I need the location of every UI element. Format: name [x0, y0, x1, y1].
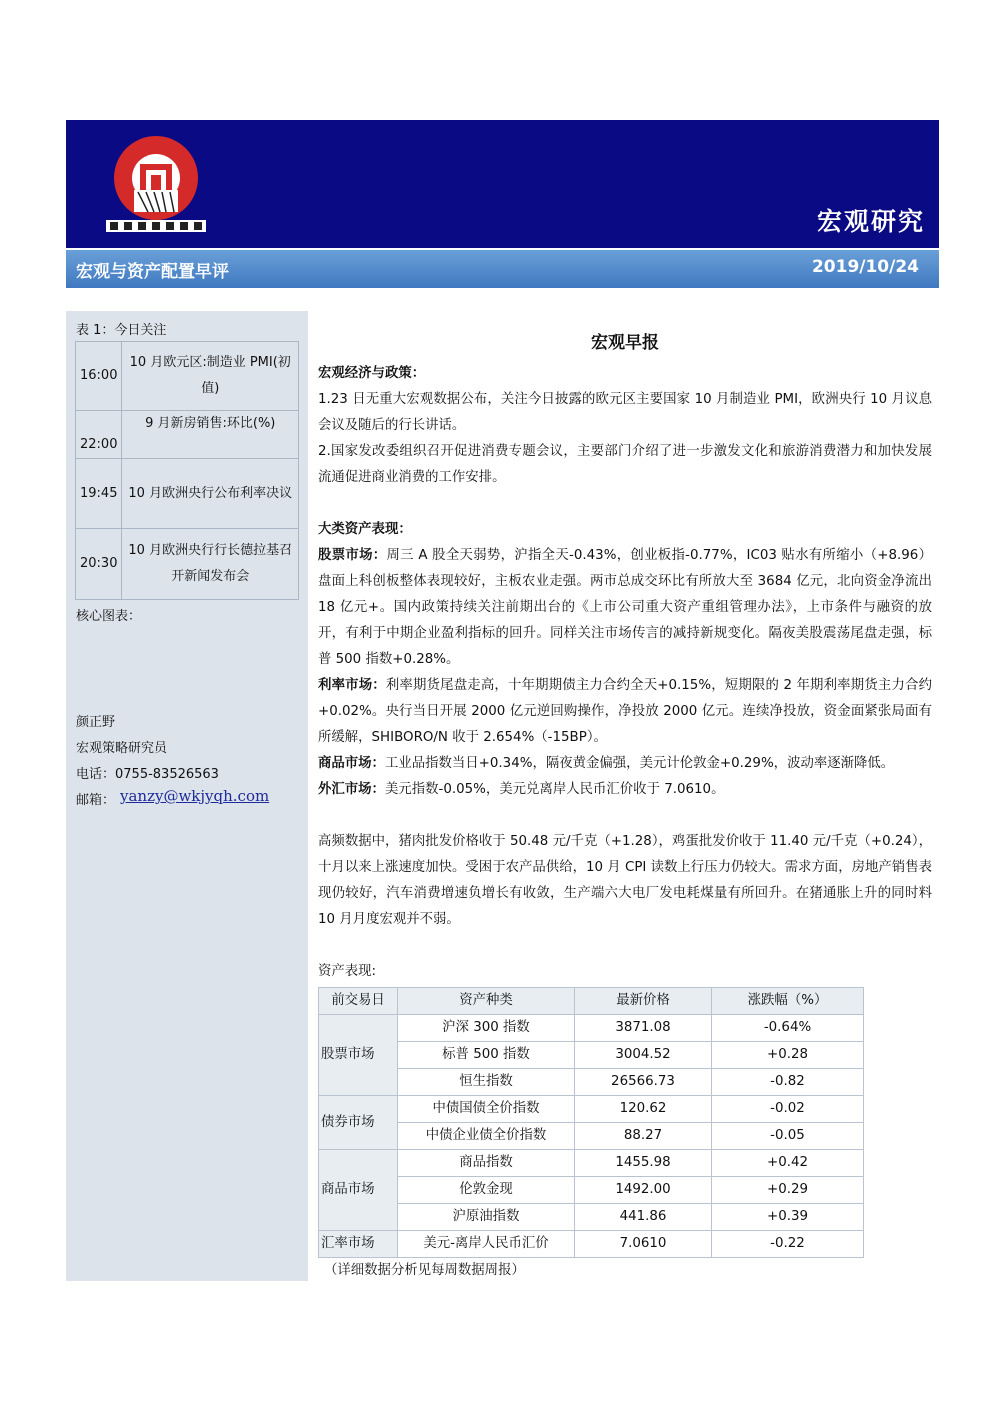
- table-header-cell: 前交易日: [319, 988, 398, 1015]
- price-cell: 441.86: [575, 1204, 712, 1231]
- price-cell: 88.27: [575, 1123, 712, 1150]
- table-row: [319, 1042, 864, 1069]
- asset-cell: 沪深 300 指数: [398, 1015, 575, 1042]
- schedule-event: 10 月欧洲央行公布利率决议: [122, 459, 299, 529]
- schedule-time: 22:00: [76, 411, 122, 459]
- change-cell: -0.82: [712, 1069, 864, 1096]
- schedule-time: 20:30: [76, 529, 122, 600]
- email-label: 邮箱：: [76, 793, 116, 808]
- macro-paragraph-1: 1.23 日无重大宏观数据公布，关注今日披露的欧元区主要国家 10 月制造业 PMI，欧洲央行 10 月议息会议及随后的行长讲话。: [318, 392, 932, 433]
- asset-table-caption: 资产表现:: [318, 964, 377, 979]
- table-footnote: （详细数据分析见每周数据周报）: [324, 1263, 525, 1278]
- author-name: 颜正野: [76, 715, 116, 730]
- asset-cell: 商品指数: [398, 1150, 575, 1177]
- email-link[interactable]: yanzy@wkjyqh.com: [120, 787, 270, 805]
- schedule-time: 16:00: [76, 342, 122, 411]
- main-content: [318, 325, 932, 1284]
- price-cell: 3004.52: [575, 1042, 712, 1069]
- table-row: [319, 1096, 864, 1123]
- table-header-row: [319, 988, 864, 1015]
- rate-market-label: 利率市场：: [318, 678, 386, 693]
- report-subtitle: 宏观与资产配置早评: [76, 262, 229, 282]
- table-row: [319, 1231, 864, 1258]
- fx-market-text: 美元指数-0.05%，美元兑离岸人民币汇价收于 7.0610。: [384, 782, 725, 797]
- commodity-market-text: 工业品指数当日+0.34%，隔夜黄金偏强，美元计伦敦金+0.29%，波动率逐渐降低。: [384, 756, 895, 771]
- commodity-market-paragraph: [318, 751, 932, 777]
- group-cell: 股票市场: [319, 1015, 398, 1096]
- group-cell: 商品市场: [319, 1150, 398, 1231]
- change-cell: +0.39: [712, 1204, 864, 1231]
- stock-market-paragraph: [318, 543, 932, 673]
- price-cell: 120.62: [575, 1096, 712, 1123]
- schedule-event: 10 月欧洲央行行长德拉基召开新闻发布会: [122, 529, 299, 600]
- schedule-row: [76, 529, 299, 600]
- asset-performance-table: [318, 987, 864, 1258]
- header-title: 宏观研究: [816, 207, 925, 236]
- price-cell: 3871.08: [575, 1015, 712, 1042]
- table-header-cell: 资产种类: [398, 988, 575, 1015]
- group-cell: 汇率市场: [319, 1231, 398, 1258]
- section-heading-assets: 大类资产表现：: [318, 522, 412, 537]
- schedule-caption: 表 1：今日关注: [76, 323, 167, 338]
- minmetals-logo-icon: [104, 134, 208, 234]
- stock-market-label: 股票市场：: [318, 548, 387, 563]
- asset-cell: 伦敦金现: [398, 1177, 575, 1204]
- report-title: 宏观早报: [591, 333, 659, 353]
- change-cell: -0.05: [712, 1123, 864, 1150]
- table-header-cell: 涨跌幅（%）: [712, 988, 864, 1015]
- macro-paragraph-2: 2.国家发改委组织召开促进消费专题会议，主要部门介绍了进一步激发文化和旅游消费潜力和加快发展流通促进商业消费的工作安排。: [318, 444, 932, 485]
- asset-cell: 标普 500 指数: [398, 1042, 575, 1069]
- author-phone: 电话：0755-83526563: [76, 767, 219, 782]
- asset-cell: 美元-离岸人民币汇价: [398, 1231, 575, 1258]
- asset-cell: 中债企业债全价指数: [398, 1123, 575, 1150]
- price-cell: 1492.00: [575, 1177, 712, 1204]
- price-cell: 7.0610: [575, 1231, 712, 1258]
- table-row: [319, 1069, 864, 1096]
- table-row: [319, 1204, 864, 1231]
- schedule-row: [76, 411, 299, 459]
- rate-market-paragraph: [318, 673, 932, 751]
- asset-cell: 恒生指数: [398, 1069, 575, 1096]
- fx-market-paragraph: [318, 777, 932, 803]
- price-cell: 26566.73: [575, 1069, 712, 1096]
- sidebar: [66, 311, 308, 1281]
- fx-market-label: 外汇市场：: [318, 782, 385, 797]
- change-cell: -0.64%: [712, 1015, 864, 1042]
- table-row: [319, 1177, 864, 1204]
- table-row: [319, 1015, 864, 1042]
- schedule-event: 10 月欧元区:制造业 PMI(初值): [122, 342, 299, 411]
- price-cell: 1455.98: [575, 1150, 712, 1177]
- rate-market-text: 利率期货尾盘走高，十年期期债主力合约全天+0.15%，短期限的 2 年期利率期货主力合约+0.02%。央行当日开展 2000 亿元逆回购操作，净投放 2000 亿元。连续净投放，资金面紧张局面有所缓解，SHIBORO/N 收于 2.654%（-15BP）。: [318, 678, 932, 745]
- change-cell: -0.02: [712, 1096, 864, 1123]
- report-date: 2019/10/24: [811, 257, 919, 277]
- change-cell: +0.28: [712, 1042, 864, 1069]
- asset-cell: 沪原油指数: [398, 1204, 575, 1231]
- schedule-time: 19:45: [76, 459, 122, 529]
- schedule-row: [76, 459, 299, 529]
- table-row: [319, 1123, 864, 1150]
- high-frequency-paragraph: 高频数据中，猪肉批发价格收于 50.48 元/千克（+1.28），鸡蛋批发价收于 11.40 元/千克（+0.24），十月以来上涨速度加快。受困于农产品供给，10 月 CPI 读数上行压力仍较大。需求方面，房地产销售表现仍较好，汽车消费增速负增长有收敛，生产端六大电厂发电耗煤量有所回升。在猪通胀上升的同时料 10 月月度宏观并不弱。: [318, 834, 932, 927]
- commodity-market-label: 商品市场：: [318, 756, 385, 771]
- schedule-table: [75, 341, 299, 600]
- schedule-row: [76, 342, 299, 411]
- author-title: 宏观策略研究员: [76, 741, 168, 756]
- report-header: [66, 120, 939, 248]
- stock-market-text: 周三 A 股全天弱势，沪指全天-0.43%，创业板指-0.77%，IC03 贴水有所缩小（+8.96）盘面上科创板整体表现较好，主板农业走强。两市总成交环比有所放大至 3684 亿元，北向资金净流出 18 亿元+。国内政策持续关注前期出台的《上市公司重大资产重组管理办法》，上市条件与融资的放开，有利于中期企业盈利指标的回升。同样关注市场传言的减持新规变化。隔夜美股震荡尾盘走强，标普 500 指数+0.28%。: [318, 548, 933, 667]
- table-row: [319, 1150, 864, 1177]
- change-cell: +0.42: [712, 1150, 864, 1177]
- change-cell: +0.29: [712, 1177, 864, 1204]
- asset-cell: 中债国债全价指数: [398, 1096, 575, 1123]
- sub-header-bar: [66, 250, 939, 288]
- core-charts-label: 核心图表：: [76, 609, 142, 624]
- change-cell: -0.22: [712, 1231, 864, 1258]
- section-heading-macro: 宏观经济与政策：: [318, 366, 426, 381]
- schedule-event: 9 月新房销售:环比(%): [122, 411, 299, 459]
- table-header-cell: 最新价格: [575, 988, 712, 1015]
- group-cell: 债券市场: [319, 1096, 398, 1150]
